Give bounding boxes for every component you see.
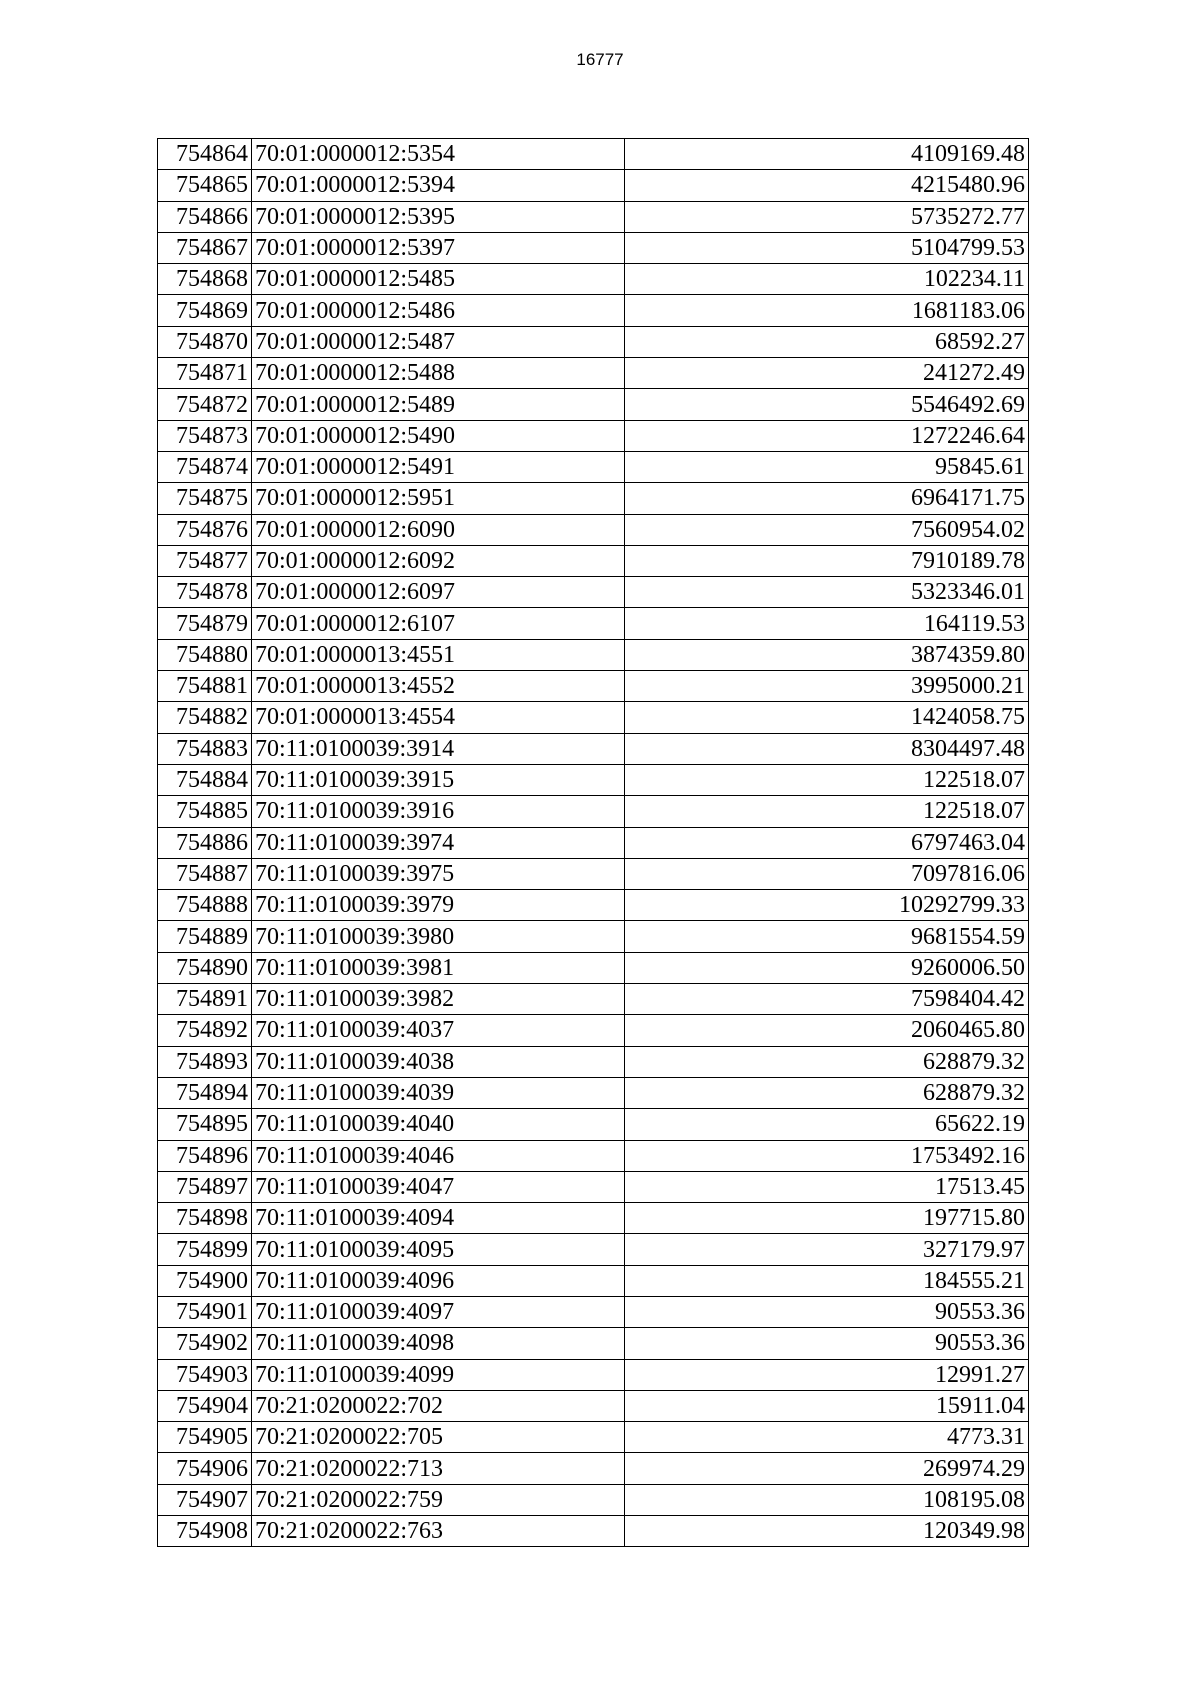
table-row — [158, 1328, 1029, 1359]
cadastral-number-cell: 70:11:0100039:4095 — [252, 1234, 625, 1265]
cadastral-value-cell: 164119.53 — [625, 608, 1029, 639]
table-row — [158, 1516, 1029, 1547]
table-row — [158, 890, 1029, 921]
cadastral-value-cell: 6797463.04 — [625, 827, 1029, 858]
table-row — [158, 702, 1029, 733]
cadastral-number-cell: 70:11:0100039:4096 — [252, 1265, 625, 1296]
cadastral-value-cell: 5546492.69 — [625, 389, 1029, 420]
table-row — [158, 858, 1029, 889]
row-number-cell: 754868 — [158, 264, 252, 295]
row-number-cell: 754884 — [158, 764, 252, 795]
row-number-cell: 754895 — [158, 1109, 252, 1140]
cadastral-number-cell: 70:11:0100039:3915 — [252, 764, 625, 795]
cadastral-value-cell: 628879.32 — [625, 1077, 1029, 1108]
row-number-cell: 754866 — [158, 201, 252, 232]
row-number-cell: 754906 — [158, 1453, 252, 1484]
cadastral-number-cell: 70:01:0000012:5394 — [252, 170, 625, 201]
row-number-cell: 754886 — [158, 827, 252, 858]
cadastral-number-cell: 70:11:0100039:3980 — [252, 921, 625, 952]
row-number-cell: 754890 — [158, 952, 252, 983]
cadastral-number-cell: 70:01:0000012:5489 — [252, 389, 625, 420]
row-number-cell: 754893 — [158, 1046, 252, 1077]
row-number-cell: 754894 — [158, 1077, 252, 1108]
cadastral-number-cell: 70:21:0200022:702 — [252, 1390, 625, 1421]
table-row — [158, 639, 1029, 670]
table-row — [158, 170, 1029, 201]
row-number-cell: 754900 — [158, 1265, 252, 1296]
table-row — [158, 545, 1029, 576]
row-number-cell: 754873 — [158, 420, 252, 451]
table-row — [158, 1484, 1029, 1515]
row-number-cell: 754897 — [158, 1171, 252, 1202]
table-row — [158, 1234, 1029, 1265]
cadastral-value-cell: 5104799.53 — [625, 232, 1029, 263]
cadastral-value-cell: 15911.04 — [625, 1390, 1029, 1421]
cadastral-number-cell: 70:01:0000012:6092 — [252, 545, 625, 576]
cadastral-number-cell: 70:11:0100039:4094 — [252, 1203, 625, 1234]
cadastral-value-cell: 197715.80 — [625, 1203, 1029, 1234]
table-row — [158, 1359, 1029, 1390]
cadastral-number-cell: 70:11:0100039:4039 — [252, 1077, 625, 1108]
table-row — [158, 577, 1029, 608]
cadastral-value-cell: 1681183.06 — [625, 295, 1029, 326]
cadastral-value-cell: 90553.36 — [625, 1296, 1029, 1327]
cadastral-number-cell: 70:01:0000012:5485 — [252, 264, 625, 295]
cadastral-number-cell: 70:01:0000012:5397 — [252, 232, 625, 263]
table-row — [158, 1203, 1029, 1234]
cadastral-value-cell: 17513.45 — [625, 1171, 1029, 1202]
table-row — [158, 358, 1029, 389]
table-row — [158, 827, 1029, 858]
cadastral-value-cell: 9260006.50 — [625, 952, 1029, 983]
cadastral-number-cell: 70:01:0000012:5354 — [252, 139, 625, 170]
table-row — [158, 952, 1029, 983]
row-number-cell: 754879 — [158, 608, 252, 639]
cadastral-number-cell: 70:11:0100039:4099 — [252, 1359, 625, 1390]
row-number-cell: 754865 — [158, 170, 252, 201]
table-row — [158, 1077, 1029, 1108]
cadastral-number-cell: 70:11:0100039:4037 — [252, 1015, 625, 1046]
table-row — [158, 295, 1029, 326]
cadastral-value-cell: 95845.61 — [625, 451, 1029, 482]
cadastral-value-cell: 7910189.78 — [625, 545, 1029, 576]
row-number-cell: 754882 — [158, 702, 252, 733]
cadastral-value-cell: 65622.19 — [625, 1109, 1029, 1140]
row-number-cell: 754871 — [158, 358, 252, 389]
row-number-cell: 754885 — [158, 796, 252, 827]
cadastral-number-cell: 70:01:0000012:5395 — [252, 201, 625, 232]
table-row — [158, 1046, 1029, 1077]
row-number-cell: 754872 — [158, 389, 252, 420]
cadastral-number-cell: 70:11:0100039:3981 — [252, 952, 625, 983]
row-number-cell: 754907 — [158, 1484, 252, 1515]
cadastral-value-cell: 3874359.80 — [625, 639, 1029, 670]
cadastral-value-cell: 10292799.33 — [625, 890, 1029, 921]
row-number-cell: 754896 — [158, 1140, 252, 1171]
cadastral-value-cell: 184555.21 — [625, 1265, 1029, 1296]
row-number-cell: 754876 — [158, 514, 252, 545]
table-row — [158, 1015, 1029, 1046]
table-row — [158, 326, 1029, 357]
table-row — [158, 796, 1029, 827]
cadastral-value-cell: 122518.07 — [625, 796, 1029, 827]
cadastral-value-cell: 4773.31 — [625, 1422, 1029, 1453]
cadastral-number-cell: 70:11:0100039:4098 — [252, 1328, 625, 1359]
row-number-cell: 754905 — [158, 1422, 252, 1453]
row-number-cell: 754880 — [158, 639, 252, 670]
table-row — [158, 389, 1029, 420]
table-row — [158, 1109, 1029, 1140]
table-row — [158, 1296, 1029, 1327]
row-number-cell: 754903 — [158, 1359, 252, 1390]
cadastral-number-cell: 70:01:0000012:5490 — [252, 420, 625, 451]
registry-table — [157, 138, 1029, 1547]
row-number-cell: 754892 — [158, 1015, 252, 1046]
cadastral-number-cell: 70:11:0100039:4047 — [252, 1171, 625, 1202]
cadastral-value-cell: 4215480.96 — [625, 170, 1029, 201]
cadastral-number-cell: 70:11:0100039:4097 — [252, 1296, 625, 1327]
row-number-cell: 754902 — [158, 1328, 252, 1359]
cadastral-number-cell: 70:11:0100039:4046 — [252, 1140, 625, 1171]
row-number-cell: 754867 — [158, 232, 252, 263]
row-number-cell: 754889 — [158, 921, 252, 952]
table-row — [158, 984, 1029, 1015]
cadastral-number-cell: 70:21:0200022:759 — [252, 1484, 625, 1515]
row-number-cell: 754874 — [158, 451, 252, 482]
cadastral-value-cell: 4109169.48 — [625, 139, 1029, 170]
table-row — [158, 1140, 1029, 1171]
row-number-cell: 754875 — [158, 483, 252, 514]
table-row — [158, 420, 1029, 451]
cadastral-number-cell: 70:01:0000012:5491 — [252, 451, 625, 482]
row-number-cell: 754869 — [158, 295, 252, 326]
cadastral-number-cell: 70:01:0000013:4552 — [252, 671, 625, 702]
cadastral-number-cell: 70:11:0100039:3974 — [252, 827, 625, 858]
cadastral-number-cell: 70:21:0200022:763 — [252, 1516, 625, 1547]
cadastral-number-cell: 70:01:0000012:5951 — [252, 483, 625, 514]
cadastral-value-cell: 7560954.02 — [625, 514, 1029, 545]
cadastral-value-cell: 122518.07 — [625, 764, 1029, 795]
cadastral-value-cell: 5735272.77 — [625, 201, 1029, 232]
table-row — [158, 201, 1029, 232]
cadastral-number-cell: 70:21:0200022:713 — [252, 1453, 625, 1484]
table-row — [158, 232, 1029, 263]
cadastral-value-cell: 9681554.59 — [625, 921, 1029, 952]
cadastral-number-cell: 70:11:0100039:4040 — [252, 1109, 625, 1140]
cadastral-number-cell: 70:01:0000012:6097 — [252, 577, 625, 608]
table-row — [158, 1265, 1029, 1296]
cadastral-number-cell: 70:11:0100039:3916 — [252, 796, 625, 827]
row-number-cell: 754883 — [158, 733, 252, 764]
registry-table-body — [158, 139, 1029, 1547]
table-row — [158, 764, 1029, 795]
table-row — [158, 1453, 1029, 1484]
table-row — [158, 1390, 1029, 1421]
table-row — [158, 921, 1029, 952]
cadastral-value-cell: 5323346.01 — [625, 577, 1029, 608]
cadastral-number-cell: 70:11:0100039:3982 — [252, 984, 625, 1015]
cadastral-number-cell: 70:01:0000012:6107 — [252, 608, 625, 639]
table-row — [158, 483, 1029, 514]
row-number-cell: 754904 — [158, 1390, 252, 1421]
cadastral-value-cell: 68592.27 — [625, 326, 1029, 357]
cadastral-value-cell: 2060465.80 — [625, 1015, 1029, 1046]
cadastral-number-cell: 70:11:0100039:3979 — [252, 890, 625, 921]
cadastral-number-cell: 70:01:0000012:5486 — [252, 295, 625, 326]
cadastral-value-cell: 108195.08 — [625, 1484, 1029, 1515]
cadastral-value-cell: 628879.32 — [625, 1046, 1029, 1077]
row-number-cell: 754898 — [158, 1203, 252, 1234]
row-number-cell: 754899 — [158, 1234, 252, 1265]
row-number-cell: 754908 — [158, 1516, 252, 1547]
cadastral-value-cell: 6964171.75 — [625, 483, 1029, 514]
row-number-cell: 754878 — [158, 577, 252, 608]
table-row — [158, 733, 1029, 764]
cadastral-value-cell: 102234.11 — [625, 264, 1029, 295]
cadastral-number-cell: 70:01:0000012:5487 — [252, 326, 625, 357]
cadastral-value-cell: 7598404.42 — [625, 984, 1029, 1015]
table-row — [158, 1171, 1029, 1202]
cadastral-value-cell: 1424058.75 — [625, 702, 1029, 733]
cadastral-value-cell: 120349.98 — [625, 1516, 1029, 1547]
table-row — [158, 514, 1029, 545]
table-row — [158, 1422, 1029, 1453]
cadastral-number-cell: 70:01:0000012:5488 — [252, 358, 625, 389]
table-row — [158, 608, 1029, 639]
row-number-cell: 754888 — [158, 890, 252, 921]
cadastral-value-cell: 269974.29 — [625, 1453, 1029, 1484]
cadastral-value-cell: 7097816.06 — [625, 858, 1029, 889]
cadastral-number-cell: 70:01:0000013:4551 — [252, 639, 625, 670]
row-number-cell: 754864 — [158, 139, 252, 170]
cadastral-value-cell: 1753492.16 — [625, 1140, 1029, 1171]
cadastral-value-cell: 241272.49 — [625, 358, 1029, 389]
table-row — [158, 451, 1029, 482]
row-number-cell: 754887 — [158, 858, 252, 889]
cadastral-number-cell: 70:11:0100039:4038 — [252, 1046, 625, 1077]
cadastral-value-cell: 8304497.48 — [625, 733, 1029, 764]
cadastral-value-cell: 12991.27 — [625, 1359, 1029, 1390]
page-number: 16777 — [576, 50, 624, 69]
cadastral-value-cell: 1272246.64 — [625, 420, 1029, 451]
table-row — [158, 671, 1029, 702]
row-number-cell: 754881 — [158, 671, 252, 702]
row-number-cell: 754891 — [158, 984, 252, 1015]
table-row — [158, 264, 1029, 295]
row-number-cell: 754877 — [158, 545, 252, 576]
row-number-cell: 754901 — [158, 1296, 252, 1327]
cadastral-number-cell: 70:01:0000013:4554 — [252, 702, 625, 733]
cadastral-value-cell: 327179.97 — [625, 1234, 1029, 1265]
cadastral-number-cell: 70:01:0000012:6090 — [252, 514, 625, 545]
cadastral-value-cell: 90553.36 — [625, 1328, 1029, 1359]
cadastral-value-cell: 3995000.21 — [625, 671, 1029, 702]
table-row — [158, 139, 1029, 170]
row-number-cell: 754870 — [158, 326, 252, 357]
cadastral-number-cell: 70:11:0100039:3975 — [252, 858, 625, 889]
cadastral-number-cell: 70:21:0200022:705 — [252, 1422, 625, 1453]
cadastral-number-cell: 70:11:0100039:3914 — [252, 733, 625, 764]
